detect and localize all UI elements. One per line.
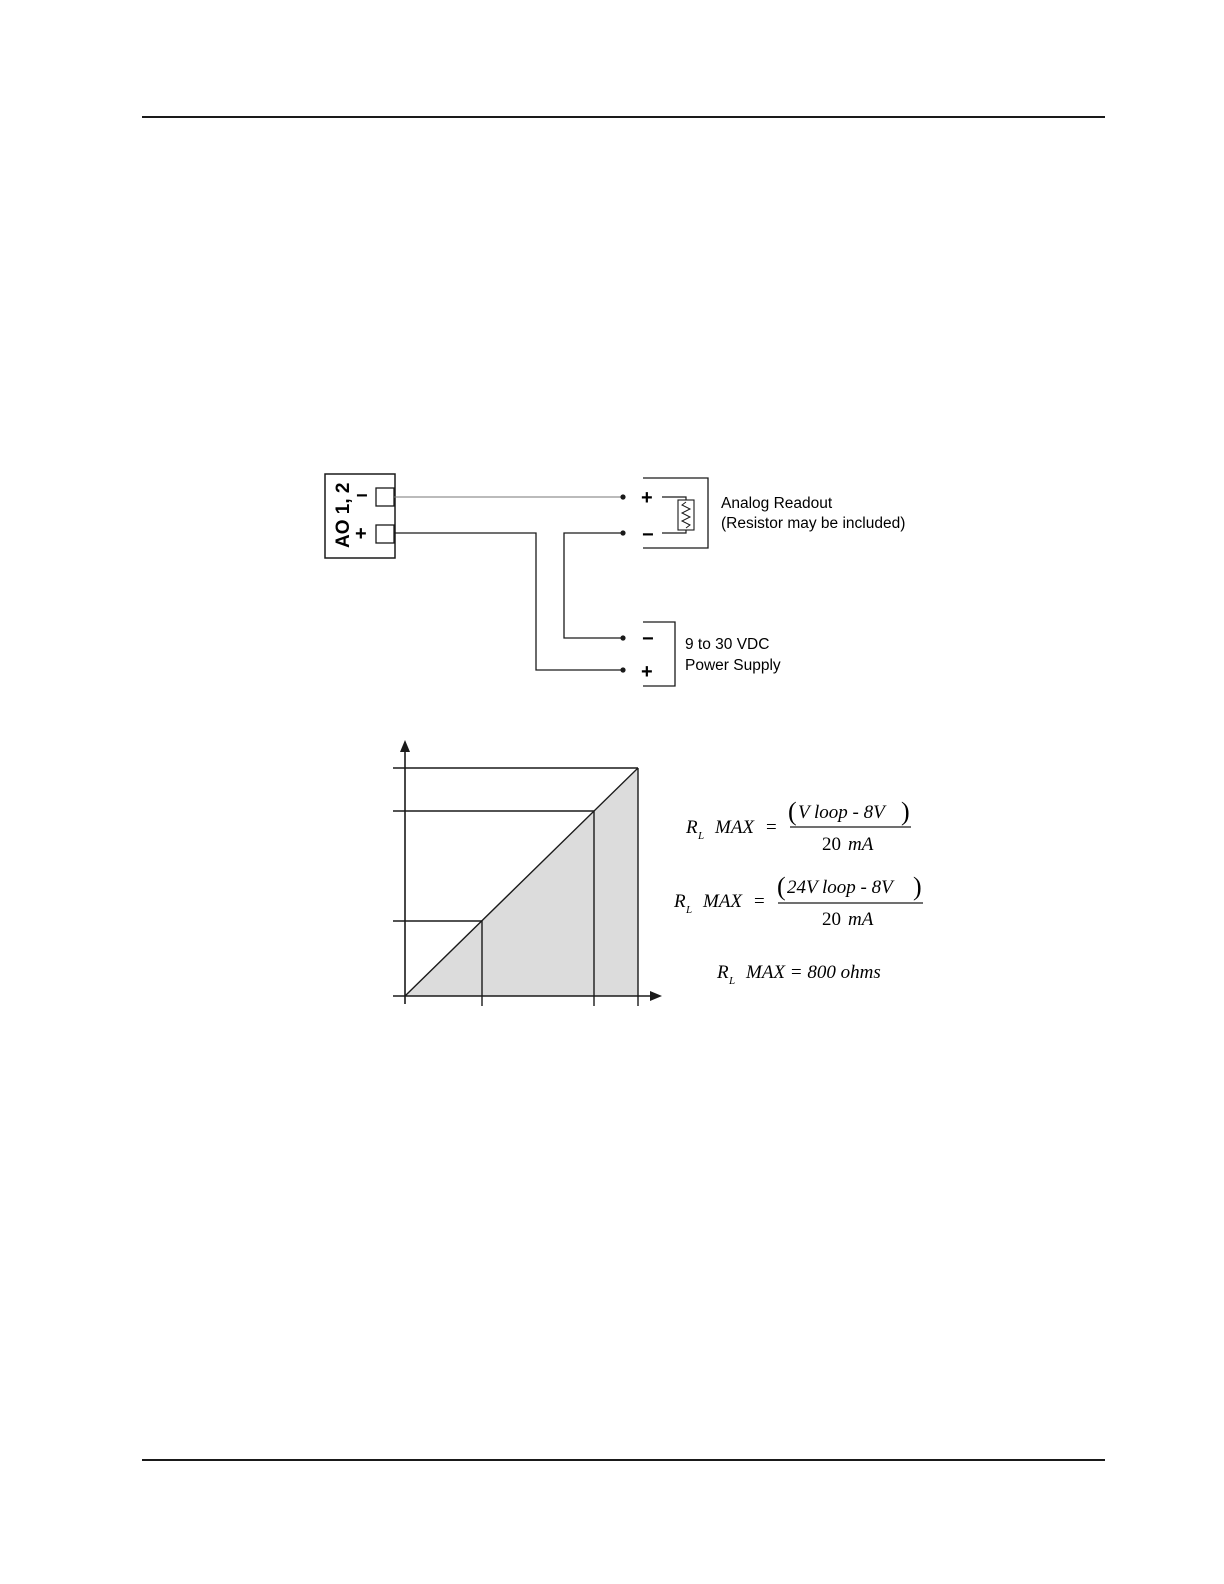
analog-readout — [641, 478, 905, 548]
readout-plus-sign: + — [641, 487, 653, 509]
f3-symbol-sub: L — [729, 975, 736, 987]
f1-paren-close: ) — [901, 797, 910, 826]
readout-note: (Resistor may be included) — [721, 515, 906, 532]
f2-max: MAX — [703, 891, 743, 912]
f1-denominator-num: 20 — [822, 834, 841, 855]
supply-voltage: 9 to 30 VDC — [685, 636, 770, 653]
f1-max: MAX — [715, 817, 755, 838]
f2-denominator-unit: mA — [848, 909, 874, 930]
f3-result: MAX = 800 ohms — [746, 962, 881, 983]
f1-denominator-unit: mA — [848, 834, 874, 855]
power-supply — [641, 622, 781, 686]
wires — [394, 494, 626, 672]
formula-3 — [716, 962, 881, 987]
f1-equals: = — [766, 817, 777, 838]
f1-numerator: V loop - 8V — [798, 802, 885, 823]
f1-paren-open: ( — [788, 797, 797, 826]
load-graph — [393, 740, 662, 1006]
supply-plus-sign: + — [641, 661, 653, 683]
f2-symbol-sub: L — [686, 904, 693, 916]
terminal-plus-sign: + — [355, 523, 367, 545]
formula-1 — [685, 797, 911, 855]
y-axis-arrow-icon — [400, 740, 410, 752]
f2-paren-open: ( — [777, 872, 786, 901]
terminal-minus-sign: − — [356, 485, 368, 507]
node-supply-plus — [620, 667, 625, 672]
f1-symbol-r: R — [686, 817, 698, 838]
readout-title: Analog Readout — [721, 495, 833, 512]
f2-paren-close: ) — [913, 872, 922, 901]
x-axis-arrow-icon — [650, 991, 662, 1001]
supply-minus-sign: − — [642, 628, 654, 650]
terminal-block — [325, 474, 395, 558]
f2-numerator: 24V loop - 8V — [787, 877, 893, 898]
readout-minus-sign: − — [642, 524, 654, 546]
node-readout-minus — [620, 530, 625, 535]
f2-equals: = — [754, 891, 765, 912]
f2-denominator-num: 20 — [822, 909, 841, 930]
terminal-plus-screw[interactable] — [376, 525, 394, 543]
terminal-block-label: AO 1, 2 — [333, 482, 354, 548]
wire-readout-to-supply — [564, 533, 623, 638]
wire-plus-to-supply — [394, 533, 623, 670]
node-readout-plus — [620, 494, 625, 499]
node-supply-minus — [620, 635, 625, 640]
supply-title: Power Supply — [685, 657, 781, 674]
f3-symbol-r: R — [717, 962, 729, 983]
f2-symbol-r: R — [674, 891, 686, 912]
f1-symbol-sub: L — [698, 830, 705, 842]
formula-2 — [673, 872, 923, 930]
terminal-minus-screw[interactable] — [376, 488, 394, 506]
